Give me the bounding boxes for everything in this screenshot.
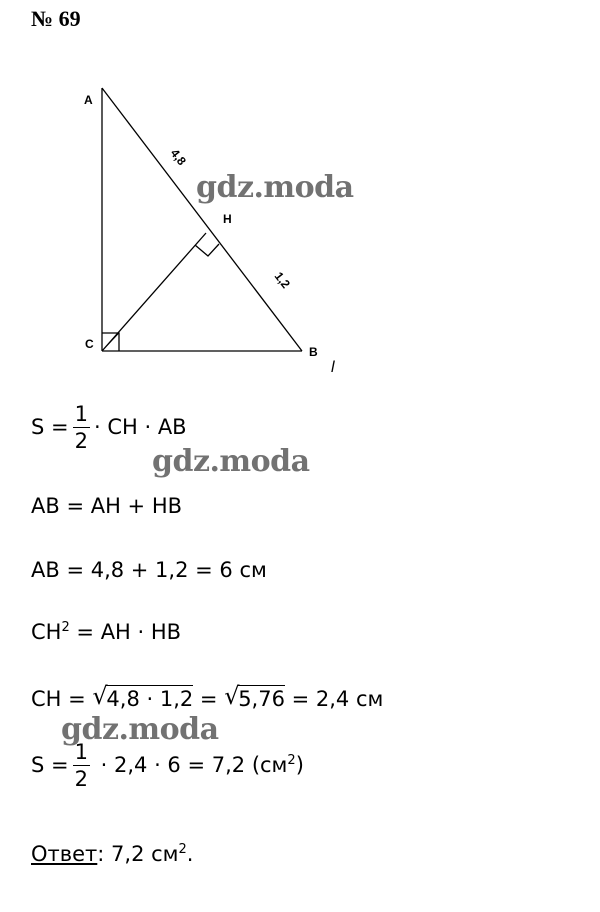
vertex-h-label: H [223, 212, 232, 226]
sqrt-2: √ 5,76 [224, 682, 285, 711]
watermark: gdz.moda [196, 170, 354, 205]
ch-squared-equation: $CH^2$ = AH · HB [31, 620, 182, 644]
fraction-half: $\frac{1}{2}$ [74, 740, 88, 791]
side-ab [102, 88, 302, 351]
ab-value-equation: AB = 4,8 + 1,2 = 6 см [31, 558, 267, 582]
area-result-equation: S = $\frac{1}{2}$ · 2,4 · 6 = 7,2 $(см^2)$ [31, 740, 304, 791]
watermark: gdz.moda [152, 444, 310, 479]
hb-length-label: 1,2 [271, 269, 293, 291]
ah-length-label: 4,8 [167, 146, 189, 168]
answer-label: Ответ [31, 842, 98, 866]
vertex-a-label: A [84, 93, 93, 107]
area-formula: S = $\frac{1}{2}$ · CH · AB [31, 402, 187, 453]
sqrt-1: √ 4,8 · 1,2 [92, 682, 194, 711]
vertex-b-label: B [309, 345, 318, 359]
vertex-c-label: C [85, 337, 94, 351]
right-angle-h [195, 244, 219, 256]
stray-mark: l [331, 359, 335, 376]
answer-line: Ответ: 7,2 $см^2$. [31, 842, 194, 866]
watermark: gdz.moda [61, 712, 219, 747]
ab-sum-equation: AB = AH + HB [31, 494, 183, 518]
ch-value-equation: CH = √ 4,8 · 1,2 = √ 5,76 = 2,4 см [31, 682, 384, 711]
problem-number: № 69 [31, 6, 81, 31]
right-angle-c-diag [102, 333, 119, 351]
fraction-half: $\frac{1}{2}$ [74, 402, 88, 453]
